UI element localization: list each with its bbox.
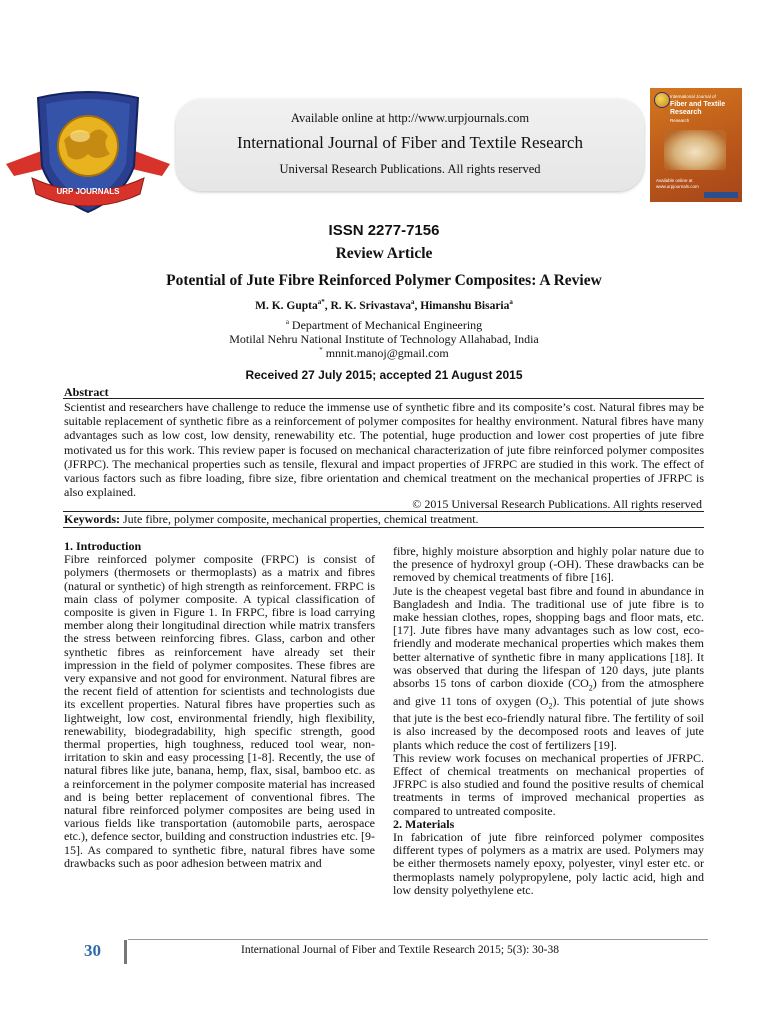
abstract-heading: Abstract	[64, 385, 109, 399]
copyright-text: © 2015 Universal Research Publications. All rights reserved	[412, 497, 702, 511]
keywords	[64, 512, 704, 527]
affiliation-institute: Motilal Nehru National Institute of Technology Allahabad, India	[229, 332, 539, 346]
journal-name: International Journal of Fiber and Textile Research	[237, 133, 583, 152]
body-column-left	[64, 540, 375, 870]
page-number: 30	[84, 941, 101, 960]
author-name: Himanshu Bisaria	[420, 299, 510, 312]
body-column-right	[393, 545, 704, 897]
received-dates: Received 27 July 2015; accepted 21 August 2015	[245, 368, 523, 382]
cover-line3: Research	[670, 118, 690, 123]
urp-journals-logo	[4, 84, 172, 216]
journal-cover-image	[650, 88, 742, 202]
cover-line4: Available online at	[656, 178, 693, 183]
footer-divider	[124, 940, 127, 964]
paragraph-drawbacks: fibre, highly moisture absorption and highly polar nature due to the presence of hydroxyl group (-OH). These drawbacks can be removed by chemical treatments of fibre [16].	[393, 544, 704, 585]
keywords-bottom-rule	[63, 527, 704, 528]
available-online-text: Available online at http://www.urpjournals.com	[290, 111, 530, 125]
footer-rule	[128, 939, 708, 940]
footer-citation: International Journal of Fiber and Textile Research 2015; 5(3): 30-38	[240, 944, 560, 956]
author-sup: a	[509, 298, 513, 306]
issn: ISSN 2277-7156	[328, 222, 440, 239]
cover-logo-icon	[654, 92, 670, 108]
author-list: M. K. Gupta$^{a*}$, R. K. Srivastava$^a$, Himanshu Bisaria$^a$	[255, 298, 513, 312]
cover-title: Fiber and Textile Research	[670, 101, 726, 116]
article-title: Potential of Jute Fibre Reinforced Polymer Composites: A Review	[166, 272, 602, 289]
section-heading-materials: 2. Materials	[393, 816, 455, 831]
author-name: R. K. Srivastava	[330, 299, 411, 312]
cover-fibre-picture	[664, 130, 726, 170]
abstract-text: Scientist and researchers have challenge to reduce the immense use of synthetic fibre and its composite’s cost. Natural fibres may be suitable replacement of synthetic fibre as a reinforcement of polymer composites for healthy environment. Natural fibres have many advantages such as low cost, low density, renewability etc. The potential, huge production and lower cost properties of jute fibre motivated us for this work. This review paper is focused on mechanical characterization of jute fibre reinforced polymer composites (JFRPC). The mechanical properties such as tensile, flexural and impact properties of JFRPC are studied in this work. The effect of various factors such as fibre loading, fibre size, fibre orientation and chemical treatment on the mechanical properties of JFRPC is also explained.	[64, 400, 704, 500]
journal-header-box	[176, 99, 644, 191]
author-sup: a*	[317, 298, 325, 306]
abstract-top-rule	[63, 398, 704, 399]
affiliation-dept	[0, 318, 768, 333]
paragraph-jute: Jute is the cheapest vegetal bast fibre and found in abundance in Bangladesh and India. The traditional use of jute fibre is to make hessian clothes, ropes, shopping bags and floor mats, etc. [17]. Jute fibres have many advantages such as low cost, eco-friendly and moderate mechanical properties which makes them better alternative of synthetic fibre in many applications [18]. It was observed that during the lifespan of 120 days, jute plants absorbs 15 tons of carbon dioxide $(CO_2)$ from the atmosphere and give 11 tons of oxygen $(O_2)$. This potential of jute shows that jute is the best eco-friendly natural fibre. The fertility of soil is also increased by the decomposed roots and leaves of jute plants which reduce the cost of fertilizers [19].	[393, 583, 704, 752]
section-heading-introduction: 1. Introduction	[64, 539, 142, 553]
article-type: Review Article	[335, 245, 433, 262]
cover-line1: International Journal of	[670, 94, 716, 99]
keywords-label: Keywords:	[64, 512, 120, 526]
email-sup: *	[319, 346, 323, 354]
author-sup: a	[410, 298, 415, 306]
email-link[interactable]: mnnit.manoj@gmail.com	[325, 346, 449, 360]
affiliation-sup: a	[285, 318, 289, 326]
materials-paragraph: In fabrication of jute fibre reinforced polymer composites different types of polymers as a matrix are used. Polymers may be either thermosets namely epoxy, polyester, vinyl ester etc. or thermoplasts namely polypropylene, poly lactic acid, high and low density polyethylene etc.	[393, 830, 704, 897]
publisher-text: Universal Research Publications. All rights reserved	[279, 162, 541, 176]
paragraph-review-scope: This review work focuses on mechanical properties of JFRPC. Effect of chemical treatments on mechanical properties of JFRPC is also studied and found the positive results of chemical treatments in terms of improved mechanical properties as compared to untreated composite.	[393, 750, 704, 818]
introduction-paragraph: Fibre reinforced polymer composite (FRPC) is consist of polymers (thermosets or thermoplasts) as a matrix and fibres (natural or synthetic) of high strength as reinforcement. FRPC is main class of polymer composite. A typical classification of composite is given in Figure 1. In FRPC, fibre is load carrying member along their longitudinal direction while matrix transfers the stress between reinforcing fibres. Glass, carbon and other synthetic fibres as reinforcement have already set their impression in the field of polymer composites. These fibres are very expansive and not good for environment. Natural fibres are the recent field of attention for scientists and technologists due its excellent properties. Natural fibres have properties such as lightweight, low cost, environmental friendly, high flexibility, renewability, biodegradability, high specific strength, good thermal properties, high toughness, reduced tool wear, non-irritation to skin and easy processing [1-8]. Recently, the use of natural fibres like jute, banana, hemp, flax, sisal, bamboo etc. as a reinforcement in the polymer composite material has increased and is being better replacement of conventional fibres. The natural fibre reinforced polymer composites are being used in various fields like transportation (automobile parts, aerospace etc.), defence sector, building and construction industries etc. [9-15]. As compared to synthetic fibre, natural fibres have some drawbacks such as poor adhesion between matrix and	[64, 552, 375, 870]
corresponding-email	[0, 346, 768, 361]
keywords-text: Jute fibre, polymer composite, mechanical properties, chemical treatment.	[123, 512, 479, 526]
author-name: M. K. Gupta	[255, 299, 318, 312]
cover-line5: www.urpjournals.com	[656, 184, 699, 189]
logo-text: URP JOURNALS	[56, 187, 120, 196]
affiliation-dept-text: Department of Mechanical Engineering	[291, 318, 483, 332]
cover-bar	[704, 192, 738, 198]
